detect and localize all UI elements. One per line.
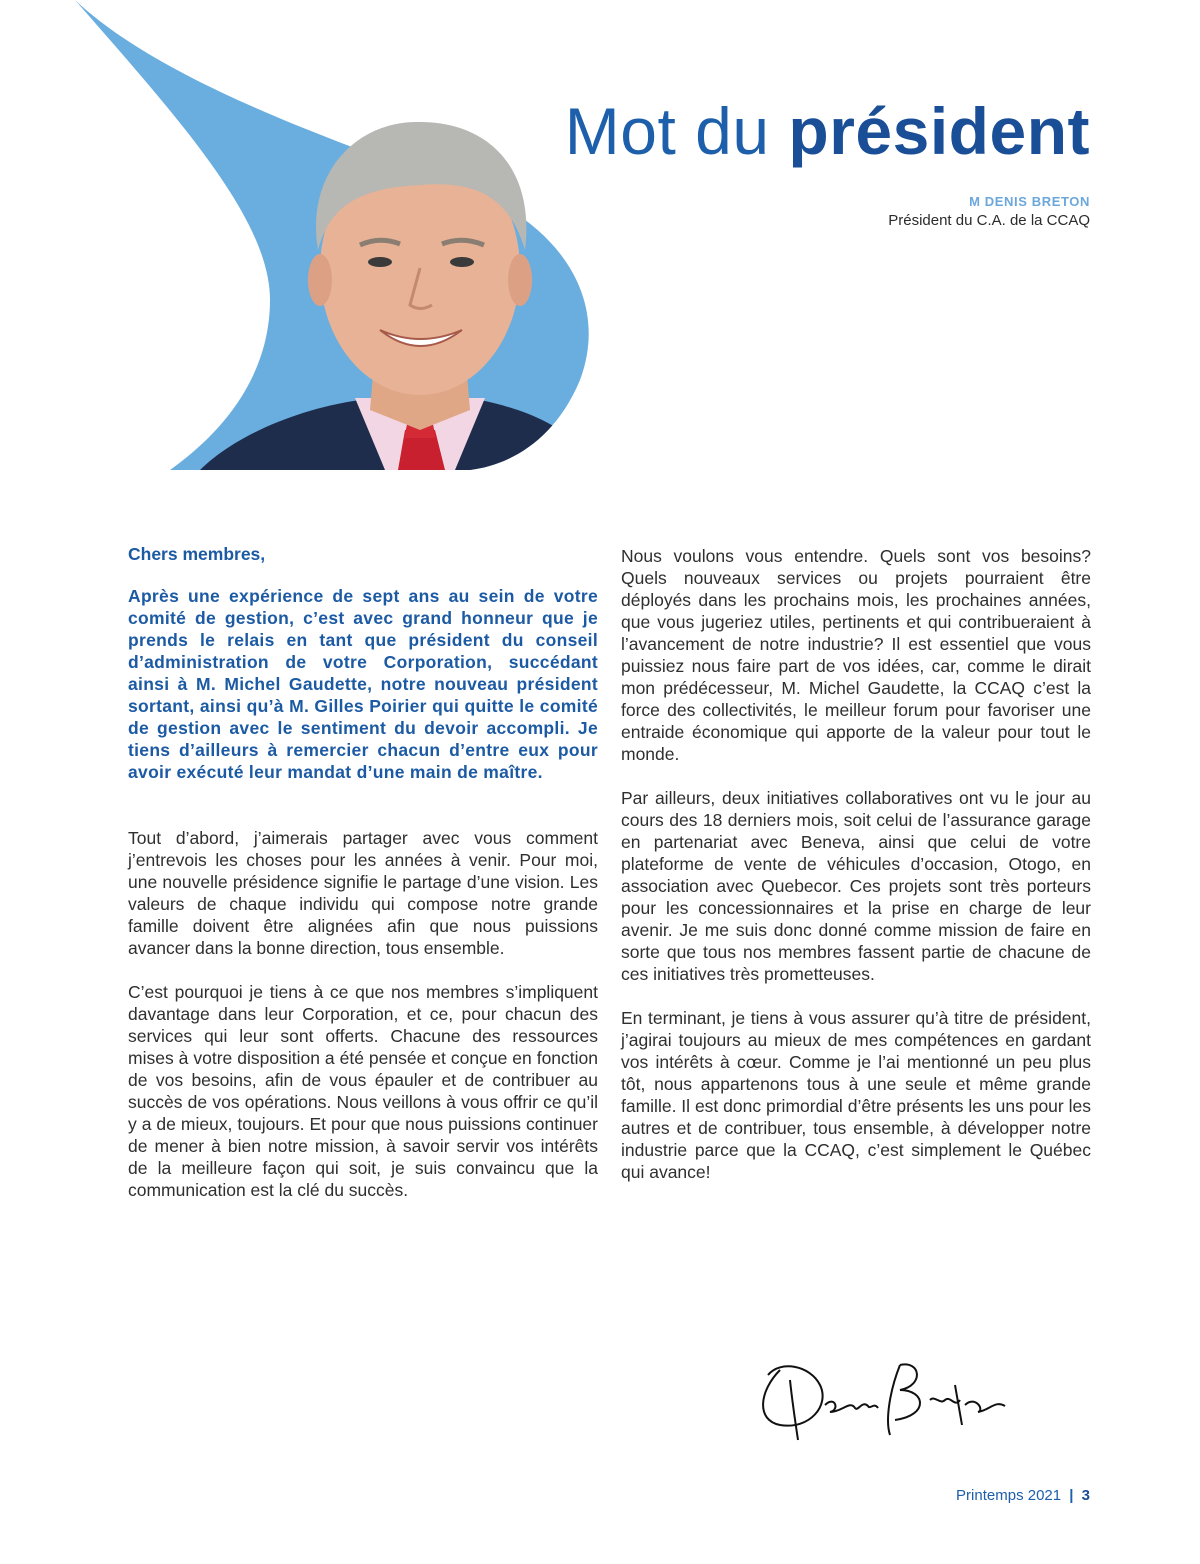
- right-column: [621, 545, 1091, 1205]
- author-block: [888, 194, 1090, 229]
- body-paragraph: Tout d’abord, j’aimerais partager avec vous comment j’entrevois les choses pour les années à venir. Pour moi, une nouvelle présidence signifie le partage d’une vision. Les valeurs de chaque individu qui compose notre grande famille doivent être alignées afin que nous puissions avancer dans la bonne direction, tous ensemble.: [128, 828, 598, 958]
- page-title-light: Mot du: [564, 94, 770, 168]
- left-column: [128, 543, 598, 1223]
- page-title: [564, 94, 1090, 168]
- body-paragraph: Nous voulons vous entendre. Quels sont vos besoins? Quels nouveaux services ou projets pourraient être déployés dans les prochains mois, les prochaines années, que vous jugeriez utiles, pertinents et qui contribueraient à l’avancement de notre industrie? Il est essentiel que vous puissiez nous faire part de vos idées, car, comme le dirait mon prédécesseur, M. Michel Gaudette, la CCAQ c’est la force des collectivités, le meilleur forum pour favoriser une entraide économique qui apporte de la valeur pour tout le monde.: [621, 546, 1091, 764]
- page-title-bold: président: [788, 94, 1090, 168]
- body-paragraph: Par ailleurs, deux initiatives collaboratives ont vu le jour au cours des 18 derniers mois, soit celui de l’assurance garage en partenariat avec Beneva, ainsi que celui de votre plateforme de vente de véhicules d’occasion, Otogo, en association avec Quebecor. Ces projets sont très porteurs pour les concessionnaires et la prise en charge de leur avenir. Je me suis donc donné comme mission de faire en sorte que tous nos membres fassent partie de chacune de ces initiatives très prometteuses.: [621, 788, 1091, 984]
- page-number: 3: [1081, 1487, 1090, 1504]
- greeting: Chers membres,: [128, 544, 266, 564]
- issue-label: Printemps 2021: [956, 1487, 1062, 1504]
- author-name: M DENIS BRETON: [969, 194, 1090, 209]
- author-role: Président du C.A. de la CCAQ: [888, 212, 1090, 229]
- president-portrait: [0, 0, 640, 470]
- footer-separator: |: [1069, 1487, 1074, 1504]
- body-paragraph: En terminant, je tiens à vous assurer qu’à titre de président, j’agirai toujours au mieux de mes compétences en gardant vos intérêts à cœur. Comme je l’ai mentionné un peu plus tôt, nous appartenons tous à une seule et même grande famille. Il est donc primordial d’être présents les uns pour les autres et de contribuer, tous ensemble, à développer notre industrie parce que la CCAQ, c’est simplement le Québec qui avance!: [621, 1008, 1091, 1182]
- page-footer: [956, 1487, 1090, 1504]
- body-paragraph: C’est pourquoi je tiens à ce que nos membres s’impliquent davantage dans leur Corporation, et ce, pour chacun des services qui leur sont offerts. Chacune des ressources mises à votre disposition a été pensée et conçue en fonction de vos besoins, afin de vous épauler et de contribuer au succès de vos opérations. Nous veillons à vous offrir ce qu’il y a de mieux, toujours. Et pour que nous puissions continuer de mener à bien notre mission, à savoir servir vos intérêts de la meilleure façon qui soit, je suis convaincu que la communication est la clé du succès.: [128, 982, 598, 1200]
- signature: [750, 1350, 1010, 1450]
- intro-paragraph: Après une expérience de sept ans au sein de votre comité de gestion, c’est avec grand honneur que je prends le relais en tant que président du conseil d’administration de votre Corporation, succédant ainsi à M. Michel Gaudette, notre nouveau président sortant, ainsi qu’à M. Gilles Poirier qui quitte le comité de gestion avec le sentiment du devoir accompli. Je tiens d’ailleurs à remercier chacun d’entre eux pour avoir exécuté leur mandat d’une main de maître.: [128, 586, 598, 782]
